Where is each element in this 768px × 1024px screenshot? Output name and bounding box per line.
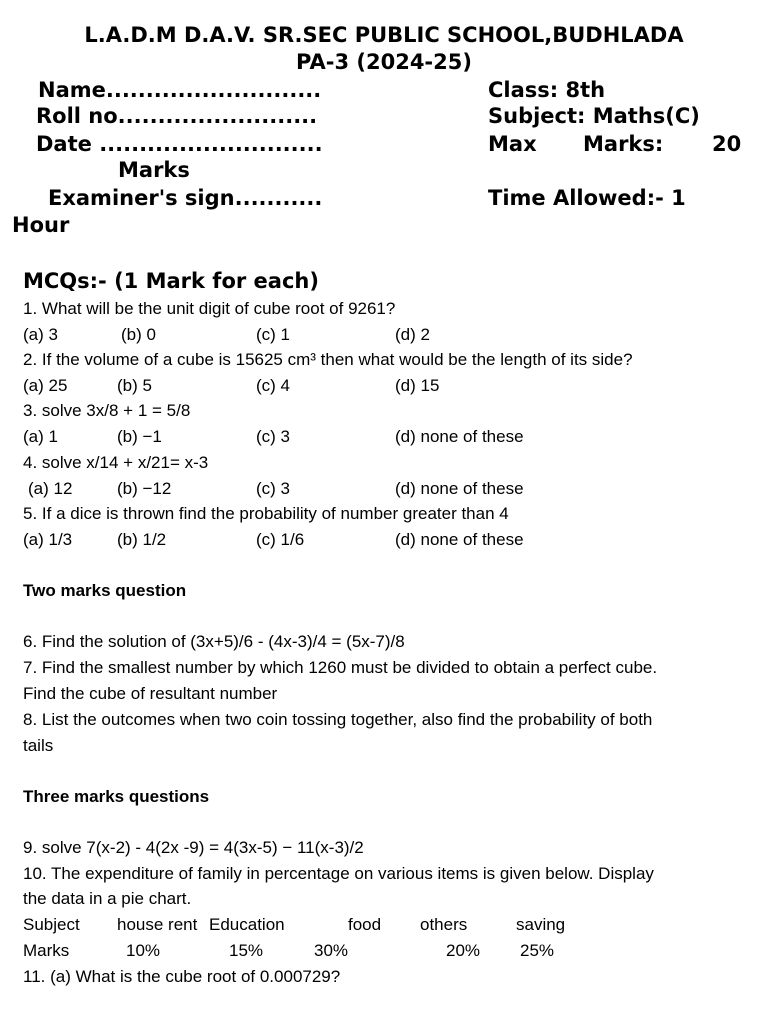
table-cell: 15% — [229, 941, 264, 960]
option-d: (d) 15 — [395, 376, 440, 395]
question-1: 1. What will be the unit digit of cube root of 9261? — [23, 299, 396, 318]
question-5: 5. If a dice is thrown find the probability of number greater than 4 — [23, 504, 509, 523]
question-10: 10. The expenditure of family in percentage on various items is given below. Display — [23, 864, 654, 883]
time-allowed-label: Time Allowed:- 1 — [488, 186, 686, 210]
table-cell: 20% — [446, 941, 481, 960]
table-header-cell: others — [420, 915, 468, 934]
question-2: 2. If the volume of a cube is 15625 cm³ then what would be the length of its side? — [23, 350, 633, 369]
table-header-cell: Subject — [23, 915, 80, 934]
question-8: 8. List the outcomes when two coin tossing together, also find the probability of both — [23, 710, 653, 729]
question-8-continued: tails — [23, 736, 54, 755]
table-cell: Marks — [23, 941, 70, 960]
option-c: (c) 3 — [256, 427, 290, 446]
question-7: 7. Find the smallest number by which 1260 must be divided to obtain a perfect cube. — [23, 658, 658, 677]
max-label: Max — [488, 132, 537, 156]
table-header-cell: food — [348, 915, 382, 934]
school-name: L.A.D.M D.A.V. SR.SEC PUBLIC SCHOOL,BUDHLADA — [84, 23, 684, 47]
table-header-cell: saving — [516, 915, 566, 934]
question-3: 3. solve 3x/8 + 1 = 5/8 — [23, 401, 191, 420]
subject-label: Subject: Maths(C) — [488, 104, 700, 128]
option-c: (c) 1/6 — [256, 530, 305, 549]
max-marks-value: 20 — [712, 132, 742, 156]
class-label: Class: 8th — [488, 78, 606, 102]
option-a: (a) 3 — [23, 325, 58, 344]
question-7-continued: Find the cube of resultant number — [23, 684, 278, 703]
marks-field: Marks — [118, 158, 190, 182]
option-a: (a) 25 — [23, 376, 68, 395]
option-a: (a) 1 — [23, 427, 58, 446]
examiner-sign-field: Examiner's sign........... — [48, 186, 323, 210]
mcq-heading: MCQs:- (1 Mark for each) — [23, 269, 319, 293]
option-c: (c) 3 — [256, 479, 290, 498]
option-c: (c) 1 — [256, 325, 290, 344]
exam-title: PA-3 (2024-25) — [296, 50, 472, 74]
option-b: (b) 5 — [117, 376, 152, 395]
question-9: 9. solve 7(x-2) - 4(2x -9) = 4(3x-5) − 11(x-3)/2 — [23, 838, 364, 857]
table-cell: 10% — [126, 941, 161, 960]
time-hour-continuation: Hour — [12, 213, 70, 237]
question-4: 4. solve x/14 + x/21= x-3 — [23, 453, 209, 472]
option-a: (a) 1/3 — [23, 530, 73, 549]
three-marks-heading: Three marks questions — [23, 787, 210, 806]
option-a: (a) 12 — [28, 479, 73, 498]
marks-label: Marks: — [583, 132, 664, 156]
name-field: Name........................... — [38, 78, 322, 102]
question-10-continued: the data in a pie chart. — [23, 889, 192, 908]
question-6: 6. Find the solution of (3x+5)/6 - (4x-3)/4 = (5x-7)/8 — [23, 632, 405, 651]
table-header-cell: house rent — [117, 915, 198, 934]
option-d: (d) none of these — [395, 479, 524, 498]
option-b: (b) −1 — [117, 427, 162, 446]
option-b: (b) 0 — [121, 325, 156, 344]
table-cell: 25% — [520, 941, 555, 960]
option-b: (b) −12 — [117, 479, 172, 498]
date-field: Date ............................ — [36, 132, 323, 156]
option-b: (b) 1/2 — [117, 530, 167, 549]
table-cell: 30% — [314, 941, 349, 960]
question-11: 11. (a) What is the cube root of 0.000729? — [23, 967, 341, 986]
roll-no-field: Roll no......................... — [36, 104, 318, 128]
option-d: (d) none of these — [395, 530, 524, 549]
table-header-cell: Education — [209, 915, 285, 934]
option-d: (d) 2 — [395, 325, 430, 344]
two-marks-heading: Two marks question — [23, 581, 187, 600]
option-d: (d) none of these — [395, 427, 524, 446]
option-c: (c) 4 — [256, 376, 290, 395]
